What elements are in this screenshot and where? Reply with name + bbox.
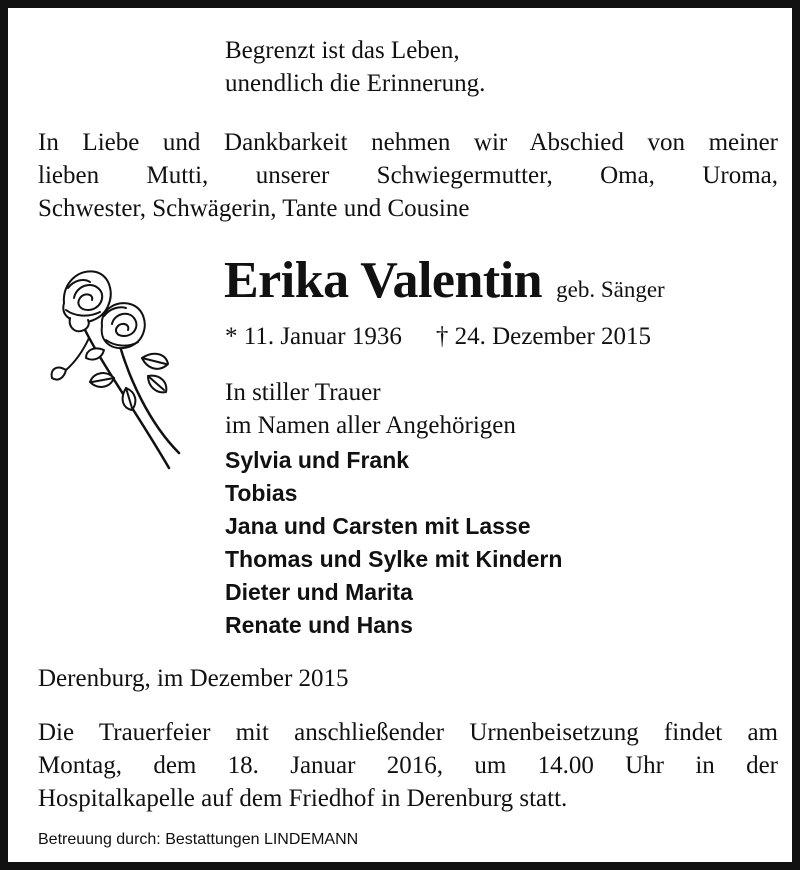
birth-date: * 11. Januar 1936 — [225, 323, 402, 350]
service-line-1: Die Trauerfeier mit anschließender Urnenbeisetzung findet am — [38, 719, 778, 746]
death-date: † 24. Dezember 2015 — [435, 323, 652, 350]
motto-line-2: unendlich die Erinnerung. — [225, 70, 486, 97]
service-line-2: Montag, dem 18. Januar 2016, um 14.00 Uhr in der — [38, 752, 778, 779]
deceased-name-line — [224, 251, 665, 320]
intro-line-2: lieben Mutti, unserer Schwiegermutter, Oma, Uroma, — [38, 162, 778, 189]
intro-line-3: Schwester, Schwägerin, Tante und Cousine — [38, 195, 470, 222]
mourner-entry: Renate und Hans — [225, 612, 413, 638]
intro-line-1: In Liebe und Dankbarkeit nehmen wir Abschied von meiner — [38, 129, 778, 156]
mourning-phrase — [225, 376, 516, 442]
mourner-entry: Jana und Carsten mit Lasse — [225, 513, 531, 539]
place-and-date: Derenburg, im Dezember 2015 — [38, 665, 349, 692]
funeral-service-info — [38, 716, 778, 815]
motto — [225, 34, 485, 100]
life-dates — [225, 320, 651, 353]
birth-name: geb. Sänger — [556, 277, 665, 302]
mourner-entry: Sylvia und Frank — [225, 447, 410, 473]
roses-icon — [44, 258, 194, 478]
mourning-line-1: In stiller Trauer — [225, 379, 381, 406]
mourner-list — [225, 444, 562, 642]
undertaker-credit: Betreuung durch: Bestattungen LINDEMANN — [38, 831, 359, 848]
mourning-line-2: im Namen aller Angehörigen — [225, 412, 516, 439]
mourner-entry: Dieter und Marita — [225, 579, 413, 605]
mourner-entry: Tobias — [225, 480, 298, 506]
intro-text — [38, 126, 778, 225]
motto-line-1: Begrenzt ist das Leben, — [225, 37, 460, 64]
mourner-entry: Thomas und Sylke mit Kindern — [225, 546, 563, 572]
deceased-name: Erika Valentin — [224, 252, 543, 309]
service-line-3: Hospitalkapelle auf dem Friedhof in Derenburg statt. — [38, 785, 568, 812]
